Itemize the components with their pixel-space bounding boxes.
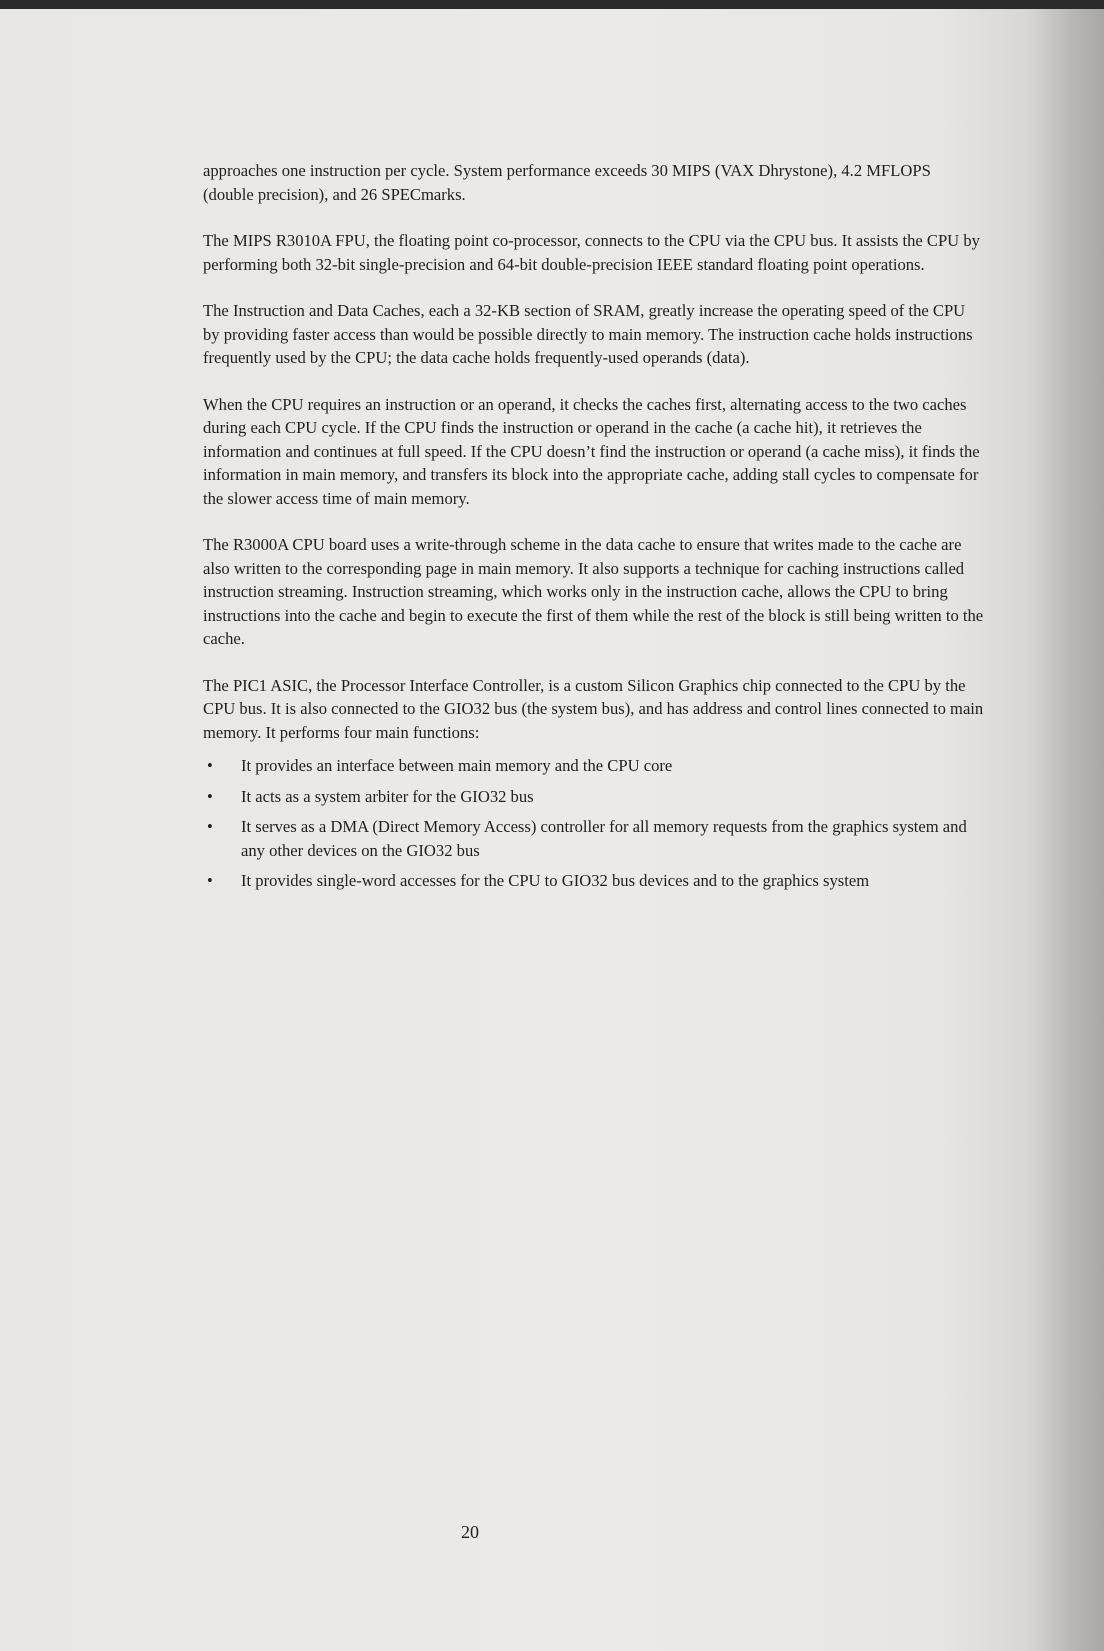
pic1-functions-list [203,754,985,893]
bullet-icon: • [207,786,213,806]
list-item-text: It acts as a system arbiter for the GIO32 bus [241,786,534,806]
bullet-icon: • [207,871,213,890]
page-number: 20 [461,1522,479,1542]
paragraph-fpu: The MIPS R3010A FPU, the floating point co-processor, connects to the CPU via the CPU bus. It assists the CPU by performing both 32-bit single-precision and 64-bit double-precision IEEE standard floating point operations. [203,231,980,274]
paragraph-pic1-asic: The PIC1 ASIC, the Processor Interface Controller, is a custom Silicon Graphics chip connected to the CPU by the CPU bus. It is also connected to the GIO32 bus (the system bus), and has address and control lines connected to main memory. It performs four main functions: [203,675,984,742]
paragraph-write-through: The R3000A CPU board uses a write-through scheme in the data cache to ensure that writes made to the cache are also written to the corresponding page in main memory. It also supports a technique for caching instructions called instruction streaming. Instruction streaming, which works only in the instruction cache, allows the CPU to bring instructions into the cache and begin to execute the first of them while the rest of the block is still being written to the cache. [203,535,984,648]
paragraph-cache-access: When the CPU requires an instruction or an operand, it checks the caches first, alternating access to the two caches during each CPU cycle. If the CPU finds the instruction or operand in the cache (a cache hit), it retrieves the information and continues at full speed. If the CPU doesn’t find the instruction or operand (a cache miss), it finds the information in main memory, and transfers its block into the appropriate cache, adding stall cycles to compensate for the slower access time of main memory. [203,394,980,508]
bullet-icon: • [207,817,213,836]
paragraph-performance: approaches one instruction per cycle. System performance exceeds 30 MIPS (VAX Dhrystone), 4.2 MFLOPS (double precision), and 26 SPECmarks. [203,161,931,204]
list-item [203,785,985,809]
list-item-text: It provides single-word accesses for the CPU to GIO32 bus devices and to the graphics system [241,871,870,890]
list-item-text: It serves as a DMA (Direct Memory Access) controller for all memory requests from the graphics system and any other devices on the GIO32 bus [241,817,967,860]
document-page [0,9,1104,1651]
body-text [203,159,985,900]
paragraph-caches: The Instruction and Data Caches, each a 32-KB section of SRAM, greatly increase the operating speed of the CPU by providing faster access than would be possible directly to main memory. The instruction cache holds instructions frequently used by the CPU; the data cache holds frequently-used operands (data). [203,301,973,367]
list-item [203,869,985,893]
list-item-text: It provides an interface between main memory and the CPU core [241,756,673,775]
scan-top-edge [0,0,1104,9]
list-item [203,754,985,778]
list-item [203,815,985,862]
bullet-icon: • [207,756,213,775]
